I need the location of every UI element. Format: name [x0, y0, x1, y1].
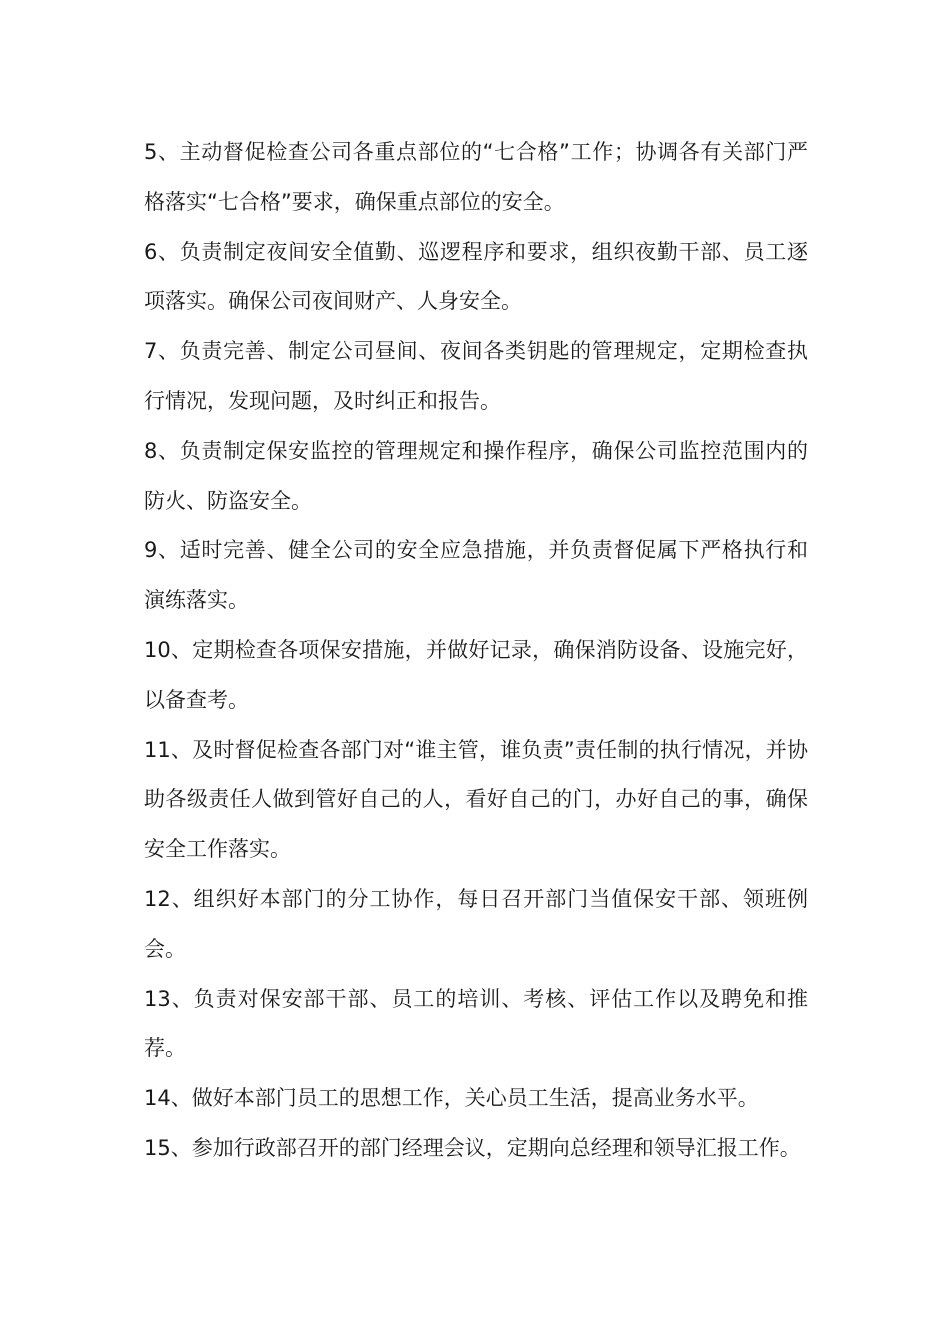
duty-item-12: 12、组织好本部门的分工协作，每日召开部门当值保安干部、领班例会。	[144, 886, 808, 961]
duty-item-13: 13、负责对保安部干部、员工的培训、考核、评估工作以及聘免和推荐。	[144, 986, 808, 1061]
duty-item-5: 5、主动督促检查公司各重点部位的“七合格”工作；协调各有关部门严格落实“七合格”要求，确保重点部位的安全。	[144, 140, 808, 214]
duty-item-7: 7、负责完善、制定公司昼间、夜间各类钥匙的管理规定，定期检查执行情况，发现问题，及时纠正和报告。	[144, 339, 808, 413]
duty-item-10: 10、定期检查各项保安措施，并做好记录，确保消防设备、设施完好，以备查考。	[144, 637, 808, 712]
duty-item-14: 14、做好本部门员工的思想工作，关心员工生活，提高业务水平。	[144, 1086, 759, 1111]
duty-item-9: 9、适时完善、健全公司的安全应急措施，并负责督促属下严格执行和演练落实。	[144, 538, 808, 613]
duty-item-15: 15、参加行政部召开的部门经理会议，定期向总经理和领导汇报工作。	[144, 1135, 801, 1160]
duty-item-6: 6、负责制定夜间安全值勤、巡逻程序和要求，组织夜勤干部、员工逐项落实。确保公司夜间财产、人身安全。	[144, 239, 808, 314]
duty-item-8: 8、负责制定保安监控的管理规定和操作程序，确保公司监控范围内的防火、防盗安全。	[144, 438, 808, 513]
document-body	[144, 128, 808, 1174]
duty-item-11: 11、及时督促检查各部门对“谁主管，谁负责”责任制的执行情况，并协助各级责任人做到管好自己的人，看好自己的门，办好自己的事，确保安全工作落实。	[144, 737, 808, 862]
